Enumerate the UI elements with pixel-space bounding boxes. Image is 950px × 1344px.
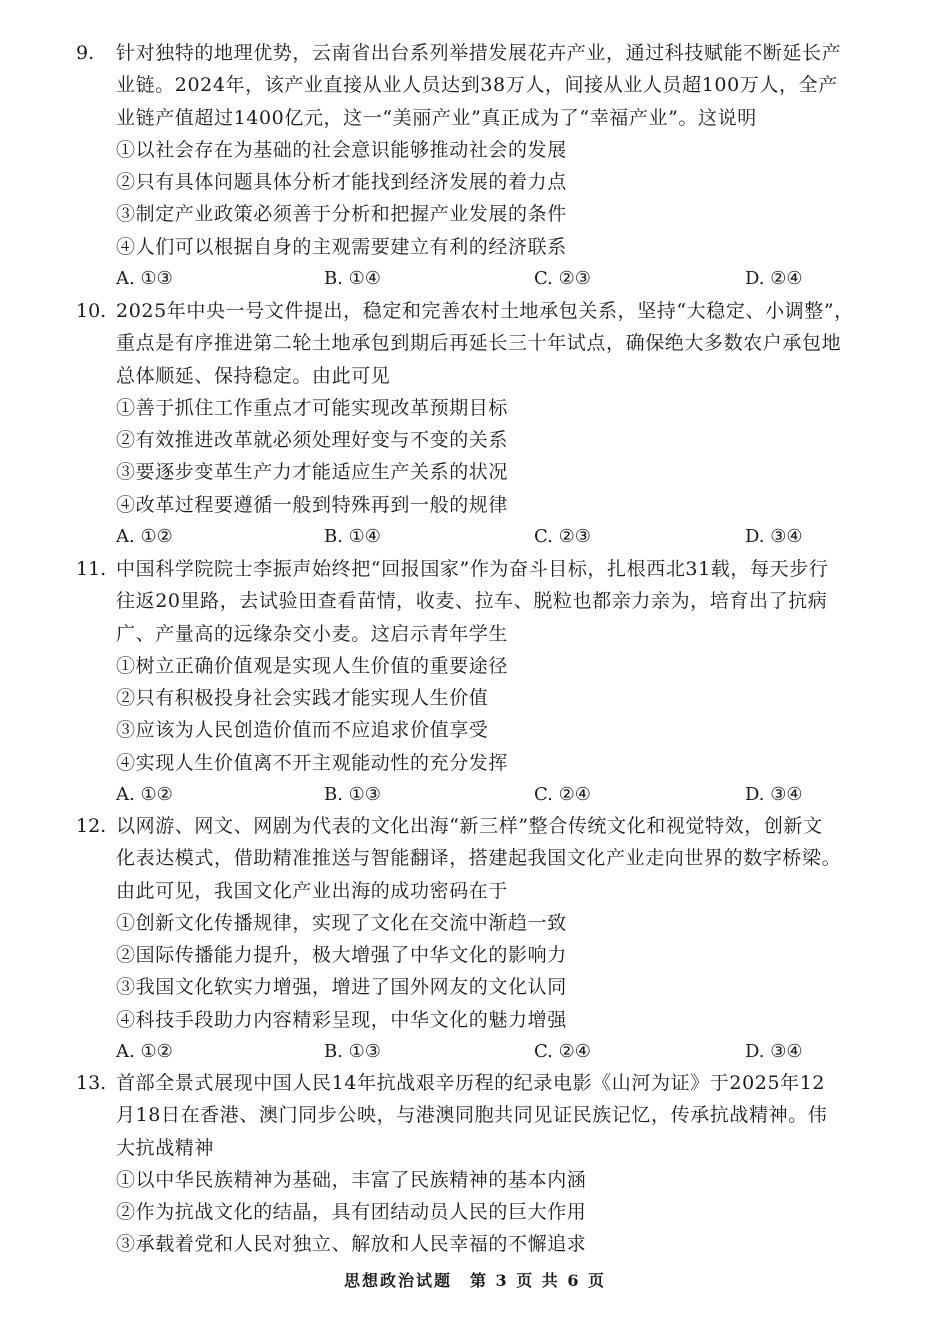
question-stem [116,295,886,392]
stem-line: 业链产值超过1400亿元，这一“美丽产业”真正成为了“幸福产业”。这说明 [116,106,757,129]
question-11 [76,553,886,811]
statement-2: ②作为抗战文化的结晶，具有团结动员人民的巨大作用 [116,1201,587,1224]
statement-2: ②只有具体问题具体分析才能找到经济发展的着力点 [116,171,567,194]
option-c: C. ②④ [534,784,591,806]
option-b: B. ①③ [324,784,381,806]
statement-4: ④改革过程要遵循一般到特殊再到一般的规律 [116,493,509,516]
question-number: 13. [76,1072,107,1094]
statement-1: ①以中华民族精神为基础，丰富了民族精神的基本内涵 [116,1168,587,1191]
question-stem [116,553,886,650]
option-d: D. ③④ [745,1041,803,1063]
option-a: A. ①② [116,784,173,806]
statement-2: ②只有积极投身社会实践才能实现人生价值 [116,687,489,710]
statement-1: ①以社会存在为基础的社会意识能够推动社会的发展 [116,138,567,161]
answer-options [116,521,886,553]
option-b: B. ①④ [324,268,381,290]
stem-line: 以网游、网文、网剧为代表的文化出海“新三样”整合传统文化和视觉特效，创新文 [116,815,823,837]
statement-2: ②有效推进改革就必须处理好变与不变的关系 [116,429,509,452]
option-b: B. ①③ [324,1041,381,1063]
statement-1: ①善于抓住工作重点才可能实现改革预期目标 [116,396,509,419]
option-c: C. ②③ [534,526,591,548]
question-stem [116,810,886,907]
statement-1: ①树立正确价值观是实现人生价值的重要途径 [116,654,509,677]
question-number: 12. [76,815,107,837]
statement-3: ③我国文化软实力增强，增进了国外网友的文化认同 [116,976,567,999]
stem-line: 首部全景式展现中国人民14年抗战艰辛历程的纪录电影《山河为证》于2025年12 [116,1072,826,1094]
question-9 [76,37,886,295]
stem-line: 由此可见，我国文化产业出海的成功密码在于 [116,879,509,902]
stem-line: 总体顺延、保持稳定。由此可见 [116,364,391,387]
stem-line: 中国科学院院士李振声始终把“回报国家”作为奋斗目标，扎根西北31载，每天步行 [116,558,829,580]
stem-line: 月18日在香港、澳门同步公映，与港澳同胞共同见证民族记忆，传承抗战精神。伟 [116,1104,828,1127]
stem-line: 重点是有序推进第二轮土地承包到期后再延长三十年试点，确保绝大多数农户承包地 [116,332,842,355]
question-number: 10. [76,300,107,322]
question-stem [116,37,886,134]
stem-line: 往返20里路，去试验田查看苗情，收麦、拉车、脱粒也都亲力亲为，培育出了抗病 [116,590,828,613]
stem-line: 广、产量高的远缘杂交小麦。这启示青年学生 [116,622,509,645]
question-10 [76,295,886,553]
answer-options [116,263,886,295]
statement-4: ④科技手段助力内容精彩呈现，中华文化的魅力增强 [116,1008,567,1031]
question-stem [116,1067,886,1164]
option-b: B. ①④ [324,526,381,548]
statement-1: ①创新文化传播规律，实现了文化在交流中渐趋一致 [116,911,567,934]
question-12 [76,810,886,1068]
statement-3: ③要逐步变革生产力才能适应生产关系的状况 [116,461,509,484]
statement-3: ③应该为人民创造价值而不应追求价值享受 [116,719,489,742]
stem-line: 化表达模式，借助精准推送与智能翻译，搭建起我国文化产业走向世界的数字桥梁。 [116,847,842,870]
option-d: D. ②④ [745,268,803,290]
option-c: C. ②④ [534,1041,591,1063]
statement-4: ④人们可以根据自身的主观需要建立有利的经济联系 [116,235,567,258]
statement-3: ③制定产业政策必须善于分析和把握产业发展的条件 [116,203,567,226]
stem-line: 大抗战精神 [116,1136,215,1159]
statement-2: ②国际传播能力提升，极大增强了中华文化的影响力 [116,944,567,967]
question-13 [76,1067,886,1261]
stem-line: 2025年中央一号文件提出，稳定和完善农村土地承包关系，坚持“大稳定、小调整”， [116,300,854,322]
answer-options [116,1036,886,1068]
option-a: A. ①② [116,526,173,548]
page-footer: 思想政治试题 第 3 页 共 6 页 [343,1271,607,1290]
answer-options [116,779,886,811]
stem-line: 业链。2024年，该产业直接从业人员达到38万人，间接从业人员超100万人，全产 [116,74,838,97]
option-c: C. ②③ [534,268,591,290]
statement-3: ③承载着党和人民对独立、解放和人民幸福的不懈追求 [116,1233,587,1256]
option-a: A. ①③ [116,268,173,290]
option-d: D. ③④ [745,784,803,806]
question-number: 9. [76,42,95,64]
statement-4: ④实现人生价值离不开主观能动性的充分发挥 [116,751,509,774]
option-a: A. ①② [116,1041,173,1063]
question-number: 11. [76,558,107,580]
stem-line: 针对独特的地理优势，云南省出台系列举措发展花卉产业，通过科技赋能不断延长产 [116,42,842,64]
option-d: D. ③④ [745,526,803,548]
